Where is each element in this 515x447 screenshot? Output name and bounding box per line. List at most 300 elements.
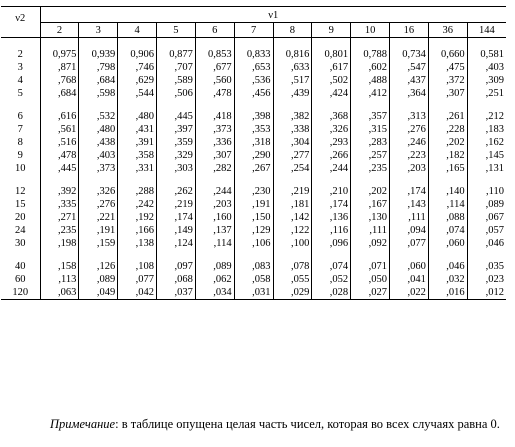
spacer-cell bbox=[389, 100, 428, 110]
value-cell: ,060 bbox=[389, 260, 428, 273]
spacer-cell bbox=[234, 38, 273, 49]
value-cell: ,182 bbox=[428, 149, 467, 162]
table-row bbox=[1, 286, 506, 300]
spacer-cell bbox=[273, 100, 312, 110]
value-cell: ,445 bbox=[40, 162, 79, 175]
value-cell: ,111 bbox=[351, 224, 390, 237]
value-cell: ,589 bbox=[157, 74, 196, 87]
value-cell: ,368 bbox=[312, 110, 351, 123]
value-cell: ,329 bbox=[157, 149, 196, 162]
spacer-cell bbox=[467, 100, 506, 110]
value-cell: ,145 bbox=[485, 150, 504, 161]
v2-cell: 8 bbox=[1, 136, 40, 149]
value-cell: ,160 bbox=[195, 211, 234, 224]
value-cell: ,288 bbox=[118, 185, 157, 198]
value-cell: 0,581 bbox=[480, 49, 504, 60]
value-cell: ,266 bbox=[312, 149, 351, 162]
value-cell: ,271 bbox=[40, 211, 79, 224]
value-cell: ,089 bbox=[195, 260, 234, 273]
v2-cell: 7 bbox=[1, 123, 40, 136]
v2-cell: 5 bbox=[1, 87, 40, 100]
value-cell: ,016 bbox=[428, 286, 467, 300]
v2-cell: 40 bbox=[1, 260, 40, 273]
value-cell: ,560 bbox=[195, 74, 234, 87]
value-cell: ,307 bbox=[428, 87, 467, 100]
value-cell: ,318 bbox=[234, 136, 273, 149]
spacer-cell bbox=[40, 175, 79, 185]
value-cell: ,191 bbox=[234, 198, 273, 211]
table-row bbox=[1, 48, 506, 61]
spacer-cell bbox=[234, 100, 273, 110]
value-cell: ,633 bbox=[273, 61, 312, 74]
table-note bbox=[0, 416, 510, 432]
value-cell: ,137 bbox=[195, 224, 234, 237]
v2-header: ν2 bbox=[1, 7, 40, 38]
value-cell: ,488 bbox=[351, 74, 390, 87]
value-cell: ,629 bbox=[118, 74, 157, 87]
value-cell: ,616 bbox=[40, 110, 79, 123]
value-cell: ,088 bbox=[428, 211, 467, 224]
value-cell: ,480 bbox=[79, 123, 118, 136]
table-row bbox=[1, 136, 506, 149]
spacer-cell bbox=[1, 175, 40, 185]
value-cell: ,150 bbox=[234, 211, 273, 224]
value-cell: ,092 bbox=[351, 237, 390, 250]
value-cell: ,223 bbox=[389, 149, 428, 162]
spacer-cell bbox=[79, 175, 118, 185]
value-cell: ,418 bbox=[195, 110, 234, 123]
spacer-cell bbox=[40, 100, 79, 110]
value-cell: ,110 bbox=[486, 186, 504, 197]
value-cell: ,617 bbox=[312, 61, 351, 74]
value-cell: ,097 bbox=[157, 260, 196, 273]
value-cell: ,042 bbox=[118, 286, 157, 300]
value-cell: ,235 bbox=[40, 224, 79, 237]
value-cell: ,052 bbox=[312, 273, 351, 286]
value-cell: ,437 bbox=[389, 74, 428, 87]
spacer-cell bbox=[79, 38, 118, 49]
value-cell: ,057 bbox=[485, 225, 504, 236]
value-cell: ,397 bbox=[157, 123, 196, 136]
row-spacer bbox=[1, 100, 506, 110]
column-header: 9 bbox=[312, 23, 351, 38]
value-cell: ,089 bbox=[485, 199, 504, 210]
value-cell: ,456 bbox=[234, 87, 273, 100]
spacer-cell bbox=[157, 175, 196, 185]
table-row bbox=[1, 149, 506, 162]
value-cell: ,113 bbox=[40, 273, 79, 286]
value-cell: ,251 bbox=[485, 88, 504, 99]
value-cell: ,046 bbox=[428, 260, 467, 273]
value-cell: ,219 bbox=[157, 198, 196, 211]
v2-cell: 3 bbox=[1, 61, 40, 74]
value-cell: ,373 bbox=[79, 162, 118, 175]
spacer-cell bbox=[389, 250, 428, 260]
value-cell: ,077 bbox=[118, 273, 157, 286]
value-cell: ,142 bbox=[273, 211, 312, 224]
value-cell: ,077 bbox=[389, 237, 428, 250]
value-cell: ,336 bbox=[195, 136, 234, 149]
value-cell: ,067 bbox=[485, 212, 504, 223]
value-cell: ,136 bbox=[312, 211, 351, 224]
v2-cell: 10 bbox=[1, 162, 40, 175]
row-spacer bbox=[1, 38, 506, 49]
spacer-cell bbox=[157, 100, 196, 110]
value-cell: ,202 bbox=[428, 136, 467, 149]
value-cell: ,547 bbox=[389, 61, 428, 74]
value-cell: ,012 bbox=[467, 286, 506, 300]
value-cell: ,439 bbox=[273, 87, 312, 100]
value-cell: ,122 bbox=[273, 224, 312, 237]
value-cell: ,126 bbox=[79, 260, 118, 273]
column-header: 5 bbox=[157, 23, 196, 38]
value-cell: ,055 bbox=[273, 273, 312, 286]
spacer-cell bbox=[40, 38, 79, 49]
value-cell: ,242 bbox=[118, 198, 157, 211]
value-cell: ,313 bbox=[389, 110, 428, 123]
spacer-cell bbox=[312, 100, 351, 110]
value-cell: ,108 bbox=[118, 260, 157, 273]
table-row bbox=[1, 74, 506, 87]
value-cell: ,307 bbox=[195, 149, 234, 162]
value-cell: ,254 bbox=[273, 162, 312, 175]
value-cell: ,326 bbox=[79, 185, 118, 198]
value-cell: ,100 bbox=[273, 237, 312, 250]
v2-cell: 4 bbox=[1, 74, 40, 87]
value-cell: ,480 bbox=[118, 110, 157, 123]
value-cell: ,684 bbox=[40, 87, 79, 100]
spacer-cell bbox=[79, 250, 118, 260]
value-cell: ,068 bbox=[157, 273, 196, 286]
value-cell: ,335 bbox=[40, 198, 79, 211]
v2-cell: 20 bbox=[1, 211, 40, 224]
value-cell: ,203 bbox=[389, 162, 428, 175]
spacer-cell bbox=[467, 250, 506, 260]
value-cell: ,257 bbox=[351, 149, 390, 162]
row-spacer bbox=[1, 175, 506, 185]
value-cell: ,230 bbox=[234, 185, 273, 198]
column-header: 10 bbox=[351, 23, 390, 38]
value-cell: ,162 bbox=[485, 137, 504, 148]
value-cell: ,338 bbox=[273, 123, 312, 136]
value-cell: ,191 bbox=[79, 224, 118, 237]
value-cell: ,062 bbox=[195, 273, 234, 286]
value-cell: 0,816 bbox=[273, 48, 312, 61]
value-cell: ,506 bbox=[157, 87, 196, 100]
v2-cell: 15 bbox=[1, 198, 40, 211]
table-header bbox=[1, 7, 506, 38]
value-cell: ,031 bbox=[234, 286, 273, 300]
value-cell: ,192 bbox=[118, 211, 157, 224]
value-cell: ,032 bbox=[428, 273, 467, 286]
value-cell: ,283 bbox=[351, 136, 390, 149]
value-cell: ,359 bbox=[157, 136, 196, 149]
spacer-cell bbox=[467, 175, 506, 185]
value-cell: ,114 bbox=[428, 198, 467, 211]
spacer-cell bbox=[157, 250, 196, 260]
spacer-cell bbox=[195, 100, 234, 110]
value-cell: ,037 bbox=[157, 286, 196, 300]
value-cell: ,183 bbox=[485, 124, 504, 135]
value-cell: ,445 bbox=[157, 110, 196, 123]
value-cell: ,293 bbox=[312, 136, 351, 149]
value-cell: ,049 bbox=[79, 286, 118, 300]
spacer-cell bbox=[351, 100, 390, 110]
value-cell: ,174 bbox=[312, 198, 351, 211]
value-cell: ,089 bbox=[79, 273, 118, 286]
value-cell: ,516 bbox=[40, 136, 79, 149]
value-cell: ,158 bbox=[40, 260, 79, 273]
value-cell: ,561 bbox=[40, 123, 79, 136]
value-cell: ,244 bbox=[195, 185, 234, 198]
value-cell: 0,734 bbox=[389, 48, 428, 61]
value-cell: ,871 bbox=[40, 61, 79, 74]
value-cell: ,353 bbox=[234, 123, 273, 136]
value-cell: ,212 bbox=[485, 111, 504, 122]
table-row bbox=[1, 87, 506, 100]
value-cell: ,167 bbox=[351, 198, 390, 211]
value-cell: ,114 bbox=[195, 237, 234, 250]
value-cell: ,544 bbox=[118, 87, 157, 100]
value-cell: ,598 bbox=[79, 87, 118, 100]
value-cell: ,478 bbox=[40, 149, 79, 162]
v2-cell: 30 bbox=[1, 237, 40, 250]
value-cell: 0,788 bbox=[351, 48, 390, 61]
column-header: 7 bbox=[234, 23, 273, 38]
v2-cell: 9 bbox=[1, 149, 40, 162]
value-cell: ,746 bbox=[118, 61, 157, 74]
critical-values-table bbox=[1, 6, 506, 300]
spacer-cell bbox=[273, 38, 312, 49]
spacer-cell bbox=[389, 175, 428, 185]
value-cell: ,140 bbox=[428, 185, 467, 198]
v2-cell: 2 bbox=[1, 48, 40, 61]
table-row bbox=[1, 185, 506, 198]
spacer-cell bbox=[351, 250, 390, 260]
column-header: 8 bbox=[273, 23, 312, 38]
value-cell: 0,833 bbox=[234, 48, 273, 61]
spacer-cell bbox=[273, 175, 312, 185]
value-cell: ,060 bbox=[428, 237, 467, 250]
value-cell: ,276 bbox=[79, 198, 118, 211]
table-row bbox=[1, 224, 506, 237]
value-cell: ,517 bbox=[273, 74, 312, 87]
table-row bbox=[1, 237, 506, 250]
value-cell: ,262 bbox=[157, 185, 196, 198]
spacer-cell bbox=[118, 250, 157, 260]
table-row bbox=[1, 110, 506, 123]
value-cell: ,373 bbox=[195, 123, 234, 136]
value-cell: ,063 bbox=[40, 286, 79, 300]
value-cell: ,219 bbox=[273, 185, 312, 198]
value-cell: ,029 bbox=[273, 286, 312, 300]
value-cell: ,309 bbox=[485, 75, 504, 86]
value-cell: ,707 bbox=[157, 61, 196, 74]
spacer-cell bbox=[312, 38, 351, 49]
value-cell: ,203 bbox=[195, 198, 234, 211]
value-cell: 0,906 bbox=[118, 48, 157, 61]
value-cell: 0,877 bbox=[157, 48, 196, 61]
spacer-cell bbox=[157, 38, 196, 49]
value-cell: ,198 bbox=[40, 237, 79, 250]
spacer-cell bbox=[351, 175, 390, 185]
value-cell: ,116 bbox=[312, 224, 351, 237]
value-cell: ,267 bbox=[234, 162, 273, 175]
value-cell: ,331 bbox=[118, 162, 157, 175]
value-cell: ,130 bbox=[351, 211, 390, 224]
value-cell: ,149 bbox=[157, 224, 196, 237]
row-spacer bbox=[1, 250, 506, 260]
value-cell: ,502 bbox=[312, 74, 351, 87]
value-cell: ,174 bbox=[389, 185, 428, 198]
column-header-row bbox=[1, 23, 506, 38]
value-cell: ,290 bbox=[234, 149, 273, 162]
value-cell: ,174 bbox=[157, 211, 196, 224]
spacer-cell bbox=[428, 100, 467, 110]
value-cell: ,768 bbox=[40, 74, 79, 87]
value-cell: ,326 bbox=[312, 123, 351, 136]
table-row bbox=[1, 123, 506, 136]
value-cell: ,074 bbox=[428, 224, 467, 237]
value-cell: ,202 bbox=[351, 185, 390, 198]
value-cell: ,083 bbox=[234, 260, 273, 273]
value-cell: ,131 bbox=[485, 163, 504, 174]
value-cell: ,602 bbox=[351, 61, 390, 74]
spacer-cell bbox=[312, 175, 351, 185]
value-cell: ,304 bbox=[273, 136, 312, 149]
v2-cell: 12 bbox=[1, 185, 40, 198]
value-cell: ,028 bbox=[312, 286, 351, 300]
column-header: 3 bbox=[79, 23, 118, 38]
spacer-cell bbox=[1, 250, 40, 260]
value-cell: ,364 bbox=[389, 87, 428, 100]
column-header: 36 bbox=[428, 23, 467, 38]
value-cell: ,181 bbox=[273, 198, 312, 211]
column-header: 2 bbox=[40, 23, 79, 38]
value-cell: ,358 bbox=[118, 149, 157, 162]
value-cell: ,228 bbox=[428, 123, 467, 136]
spacer-cell bbox=[118, 100, 157, 110]
value-cell: ,050 bbox=[351, 273, 390, 286]
value-cell: ,532 bbox=[79, 110, 118, 123]
column-header: 16 bbox=[389, 23, 428, 38]
value-cell: ,244 bbox=[312, 162, 351, 175]
value-cell: ,166 bbox=[118, 224, 157, 237]
v2-cell: 24 bbox=[1, 224, 40, 237]
value-cell: ,023 bbox=[485, 274, 504, 285]
value-cell: ,677 bbox=[195, 61, 234, 74]
value-cell: ,111 bbox=[389, 211, 428, 224]
spacer-cell bbox=[1, 38, 40, 49]
header-row-top bbox=[1, 7, 506, 23]
value-cell: ,221 bbox=[79, 211, 118, 224]
spacer-cell bbox=[389, 38, 428, 49]
spacer-cell bbox=[234, 250, 273, 260]
value-cell: ,798 bbox=[79, 61, 118, 74]
value-cell: ,035 bbox=[485, 261, 504, 272]
value-cell: ,357 bbox=[351, 110, 390, 123]
table-row bbox=[1, 61, 506, 74]
value-cell: ,027 bbox=[351, 286, 390, 300]
value-cell: ,078 bbox=[273, 260, 312, 273]
value-cell: ,684 bbox=[79, 74, 118, 87]
spacer-cell bbox=[195, 250, 234, 260]
value-cell: ,106 bbox=[234, 237, 273, 250]
column-header: 4 bbox=[118, 23, 157, 38]
value-cell: ,431 bbox=[118, 123, 157, 136]
value-cell: ,391 bbox=[118, 136, 157, 149]
spacer-cell bbox=[428, 38, 467, 49]
v2-cell: 120 bbox=[1, 286, 40, 300]
table-row bbox=[1, 273, 506, 286]
value-cell: ,165 bbox=[428, 162, 467, 175]
spacer-cell bbox=[428, 175, 467, 185]
value-cell: ,475 bbox=[428, 61, 467, 74]
table-row bbox=[1, 260, 506, 273]
value-cell: ,438 bbox=[79, 136, 118, 149]
value-cell: ,041 bbox=[389, 273, 428, 286]
table-row bbox=[1, 198, 506, 211]
value-cell: ,058 bbox=[234, 273, 273, 286]
value-cell: ,143 bbox=[389, 198, 428, 211]
value-cell: ,074 bbox=[312, 260, 351, 273]
value-cell: ,653 bbox=[234, 61, 273, 74]
spacer-cell bbox=[234, 175, 273, 185]
value-cell: ,124 bbox=[157, 237, 196, 250]
value-cell: ,159 bbox=[79, 237, 118, 250]
spacer-cell bbox=[40, 250, 79, 260]
value-cell: ,129 bbox=[234, 224, 273, 237]
value-cell: 0,853 bbox=[195, 48, 234, 61]
value-cell: ,392 bbox=[40, 185, 79, 198]
value-cell: ,034 bbox=[195, 286, 234, 300]
value-cell: ,138 bbox=[118, 237, 157, 250]
value-cell: 0,801 bbox=[312, 48, 351, 61]
value-cell: ,398 bbox=[234, 110, 273, 123]
spacer-cell bbox=[195, 175, 234, 185]
value-cell: ,412 bbox=[351, 87, 390, 100]
v1-header: ν1 bbox=[40, 7, 506, 23]
spacer-cell bbox=[351, 38, 390, 49]
value-cell: ,282 bbox=[195, 162, 234, 175]
value-cell: 0,660 bbox=[428, 48, 467, 61]
value-cell: ,261 bbox=[428, 110, 467, 123]
value-cell: ,046 bbox=[485, 238, 504, 249]
spacer-cell bbox=[118, 38, 157, 49]
value-cell: ,246 bbox=[389, 136, 428, 149]
spacer-cell bbox=[467, 38, 506, 49]
value-cell: ,094 bbox=[389, 224, 428, 237]
value-cell: 0,975 bbox=[40, 48, 79, 61]
spacer-cell bbox=[195, 38, 234, 49]
column-header: 6 bbox=[195, 23, 234, 38]
table-row bbox=[1, 211, 506, 224]
value-cell: ,096 bbox=[312, 237, 351, 250]
spacer-cell bbox=[118, 175, 157, 185]
value-cell: ,478 bbox=[195, 87, 234, 100]
value-cell: ,382 bbox=[273, 110, 312, 123]
value-cell: ,276 bbox=[389, 123, 428, 136]
note-label: Примечание bbox=[50, 416, 116, 431]
table-row bbox=[1, 162, 506, 175]
value-cell: ,277 bbox=[273, 149, 312, 162]
value-cell: ,210 bbox=[312, 185, 351, 198]
spacer-cell bbox=[79, 100, 118, 110]
value-cell: ,403 bbox=[485, 62, 504, 73]
spacer-cell bbox=[1, 100, 40, 110]
value-cell: ,303 bbox=[157, 162, 196, 175]
value-cell: ,424 bbox=[312, 87, 351, 100]
